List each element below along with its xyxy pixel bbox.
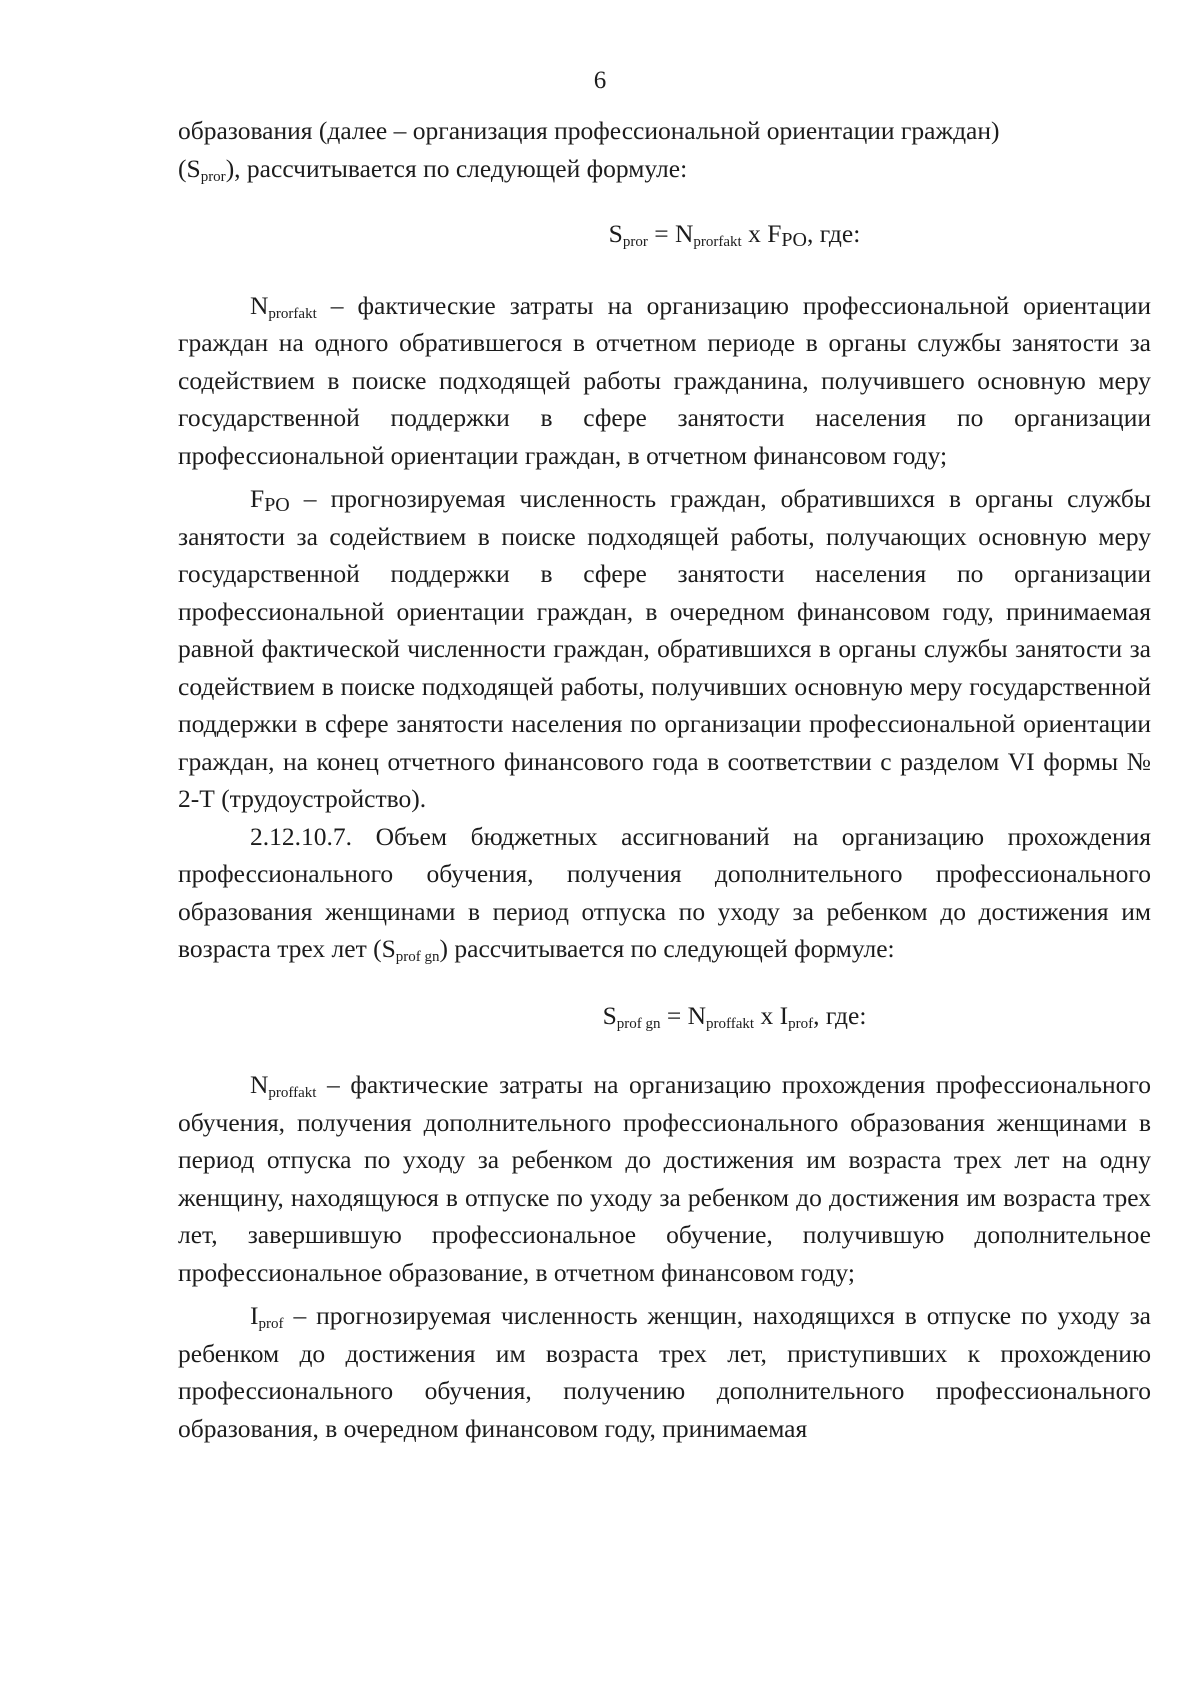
formula1-f-sub: PO — [781, 229, 807, 251]
def2-symbol: F — [250, 484, 265, 513]
def3-symbol-sub: proffakt — [268, 1085, 317, 1101]
def1-text: – фактические затраты на организацию профессиональной ориентации граждан на одного обратившегося в отчетном периоде в органы службы занятости за содействием в поиске подходящей работы гражданина, получившего основную меру государственной поддержки в сфере занятости населения по организации профессиональной ориентации граждан, в отчетном финансовом году; — [178, 290, 1151, 470]
def3-symbol: N — [250, 1070, 269, 1099]
def1-symbol-sub: prorfakt — [268, 305, 317, 322]
def1-symbol: N — [250, 290, 269, 320]
p2-text-before: 2.12.10.7. Объем бюджетных ассигнований на организацию прохождения профессионального обучения, получения дополнительного профессионального образования женщинами в период отпуска по уходу за ребенком до достижения им возраста трех лет (S — [178, 821, 1151, 963]
document-body — [178, 112, 1151, 1447]
paragraph-2-12-10-7 — [178, 818, 1151, 968]
formula2-n-sub: proffakt — [706, 1015, 755, 1032]
def2-symbol-sub: PO — [264, 494, 290, 516]
intro-line-2-rest: ), рассчитывается по следующей формуле: — [225, 153, 688, 183]
definition-fpo — [178, 480, 1151, 818]
intro-subscript: pror — [200, 168, 226, 185]
formula1-x: x F — [741, 219, 782, 248]
formula-spror — [178, 215, 1151, 253]
formula2-tail: , где: — [813, 1000, 867, 1030]
formula1-tail: , где: — [806, 219, 861, 248]
paragraph-intro — [178, 112, 1151, 187]
p2-sub: prof gn — [395, 949, 440, 965]
formula2-s-sub: prof gn — [616, 1015, 661, 1032]
definition-iprof — [178, 1297, 1151, 1447]
formula2-x: x I — [754, 1000, 789, 1030]
formula1-eq: = N — [647, 219, 694, 248]
formula1-s: S — [608, 219, 623, 248]
def4-symbol: I — [250, 1301, 259, 1330]
formula2-s: S — [602, 1000, 617, 1030]
def4-text: – прогнозируемая численность женщин, находящихся в отпуске по уходу за ребенком до достижения им возраста трех лет, приступивших к прохождению профессионального обучения, получению дополнительного профессионального образования, в очередном финансовом году, принимаемая — [178, 1301, 1151, 1443]
formula1-s-sub: pror — [622, 234, 648, 250]
definition-nproffakt — [178, 1066, 1151, 1291]
formula-sprofgn — [178, 997, 1151, 1035]
page-number: 6 — [593, 67, 607, 94]
formula2-eq: = N — [660, 1000, 707, 1030]
formula1-n-sub: prorfakt — [693, 234, 742, 250]
definition-nprorfakt — [178, 287, 1151, 475]
def4-symbol-sub: prof — [258, 1316, 284, 1332]
def2-text: – прогнозируемая численность граждан, обратившихся в органы службы занятости за содействием в поиске подходящей работы, получающих основную меру государственной поддержки в сфере занятости населения по организации профессиональной ориентации граждан, в очередном финансовом году, принимаемая равной фактической численности граждан, обратившихся в органы службы занятости за содействием в поиске подходящей работы, получивших основную меру государственной поддержки в сфере занятости населения по организации профессиональной ориентации граждан, на конец отчетного финансового года в соответствии с разделом VI формы № 2-Т (трудоустройство). — [178, 484, 1151, 813]
formula2-i-sub: prof — [788, 1015, 814, 1032]
p2-text-after: ) рассчитывается по следующей формуле: — [439, 934, 895, 963]
intro-line-2-prefix: (S — [178, 153, 201, 183]
def3-text: – фактические затраты на организацию прохождения профессионального обучения, получения дополнительного профессионального образования женщинами в период отпуска по уходу за ребенком до достижения им возраста трех лет на одну женщину, находящуюся в отпуске по уходу за ребенком до достижения им возраста трех лет, завершившую профессиональное обучение, получившую дополнительное профессиональное образование, в отчетном финансовом году; — [178, 1070, 1151, 1287]
intro-line-1: образования (далее – организация профессиональной ориентации граждан) — [178, 116, 1000, 145]
